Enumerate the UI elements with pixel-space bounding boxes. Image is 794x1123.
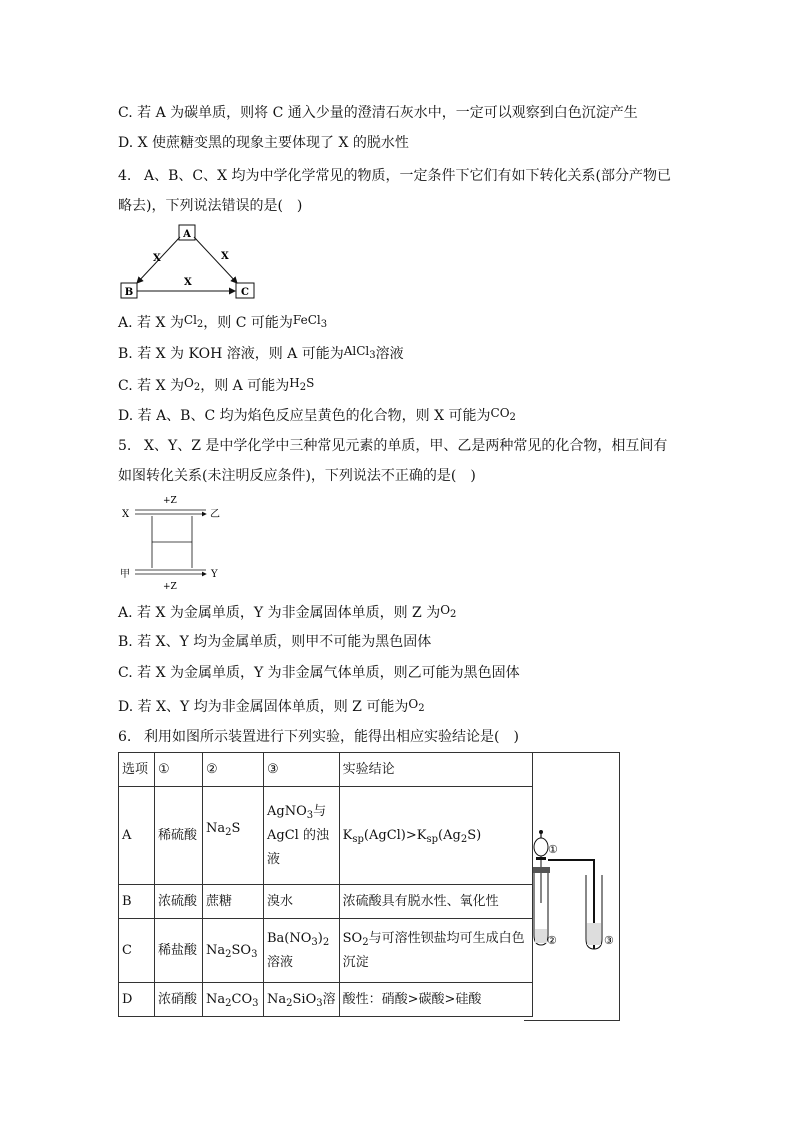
row-d-reagent-1: 浓硝酸 bbox=[155, 983, 203, 1017]
q4-stem-text1: A、B、C、X 均为中学化学常见的物质，一定条件下它们有如下转化关系(部分产物已 bbox=[144, 168, 671, 184]
q5d-chem1 bbox=[408, 697, 425, 714]
header-reagent-3: ③ bbox=[264, 753, 340, 787]
row-d-r3-base: Na bbox=[267, 991, 287, 1007]
q4a-chem2 bbox=[292, 313, 328, 330]
q4c-text1: C. 若 X 为 bbox=[118, 378, 184, 394]
q5-node-yi: 乙 bbox=[210, 509, 220, 520]
q4a-text2: ，则 C 可能为 bbox=[203, 315, 293, 331]
row-d-conclusion: 酸性：硝酸>碳酸>硅酸 bbox=[339, 983, 532, 1017]
q5-option-a bbox=[118, 600, 456, 623]
q4-label-ac: X bbox=[221, 251, 229, 262]
q4b-text2: 溶液 bbox=[375, 346, 404, 362]
q6-experiment-table bbox=[118, 752, 533, 1017]
q4a-chem2-base: FeCl bbox=[292, 313, 321, 327]
q4-stem-line2: 略去)，下列说法错误的是( ) bbox=[118, 198, 303, 214]
q4-option-a bbox=[118, 310, 327, 333]
row-d-reagent-2 bbox=[203, 983, 264, 1017]
row-a-option: A bbox=[119, 787, 155, 885]
q4d-text1: D. 若 A、B、C 均为焰色反应呈黄色的化合物，则 X 可能为 bbox=[118, 408, 491, 424]
table-row bbox=[119, 983, 533, 1017]
row-c-r3-paren: ) bbox=[317, 930, 323, 946]
q4-stem-line1 bbox=[118, 166, 671, 186]
q4d-chem1 bbox=[490, 406, 516, 423]
q5-transformation-diagram bbox=[118, 492, 228, 592]
stopcock bbox=[536, 857, 546, 860]
q4c-chem1 bbox=[183, 376, 201, 393]
row-c-concl-text: 与可溶性钡盐均可生成白色 bbox=[368, 930, 525, 946]
label-3: ③ bbox=[604, 934, 614, 947]
q5-stem-line2: 如图转化关系(未注明反应条件)，下列说法不正确的是( ) bbox=[118, 468, 476, 484]
row-c-r2-sub2: 3 bbox=[251, 948, 258, 960]
q4c-chem1-sub: 2 bbox=[193, 382, 201, 393]
row-d-r3-sub: 2 bbox=[286, 997, 293, 1009]
q5-option-b: B. 若 X、Y 均为金属单质，则甲不可能为黑色固体 bbox=[118, 634, 432, 650]
row-a-r2-tail: S bbox=[231, 821, 241, 836]
row-a-reagent-3 bbox=[264, 787, 340, 885]
q6-apparatus-panel bbox=[524, 752, 620, 1021]
q4b-chem1-base: AlCl bbox=[343, 344, 370, 358]
row-d-r3-tail: 溶 bbox=[322, 991, 336, 1007]
row-a-r2-sub: 2 bbox=[225, 827, 232, 838]
row-c-r2-base: Na bbox=[206, 942, 226, 958]
q5-node-y: Y bbox=[211, 569, 218, 580]
q5a-chem1-base: O bbox=[440, 603, 451, 617]
q5d-chem1-sub: 2 bbox=[418, 703, 425, 714]
q4a-chem1 bbox=[183, 313, 204, 330]
q5a-chem1 bbox=[440, 603, 457, 620]
q4a-chem2-sub: 3 bbox=[320, 319, 328, 330]
row-c-r3-line1 bbox=[267, 927, 336, 951]
table-row bbox=[119, 885, 533, 919]
q4-transformation-diagram bbox=[118, 222, 268, 304]
q4c-chem1-base: O bbox=[183, 376, 194, 390]
row-b-reagent-3: 溴水 bbox=[264, 885, 340, 919]
row-a-r3-line2: AgCl 的浊 bbox=[267, 827, 329, 843]
row-c-reagent-3 bbox=[264, 919, 340, 983]
row-a-r3-line1 bbox=[267, 800, 336, 824]
row-c-concl-line1 bbox=[343, 927, 529, 951]
row-c-option: C bbox=[119, 919, 155, 983]
label-1: ① bbox=[548, 843, 558, 856]
left-tube-contents bbox=[535, 929, 547, 943]
q4b-text1: B. 若 X 为 KOH 溶液，则 A 可能为 bbox=[118, 346, 344, 362]
row-a-r3-base: AgNO bbox=[267, 803, 307, 819]
row-b-reagent-1: 浓硫酸 bbox=[155, 885, 203, 919]
header-reagent-1: ① bbox=[155, 753, 203, 787]
table-row bbox=[119, 787, 533, 885]
q5-node-x: X bbox=[122, 509, 130, 520]
q4d-chem1-base: CO bbox=[490, 406, 510, 420]
row-d-r3-sub2: 3 bbox=[316, 997, 323, 1009]
label-2: ② bbox=[547, 934, 557, 947]
row-c-reagent-1: 稀盐酸 bbox=[155, 919, 203, 983]
row-b-conclusion: 浓硫酸具有脱水性、氧化性 bbox=[339, 885, 532, 919]
q5-number: 5. bbox=[118, 438, 132, 454]
q6-stem-text: 利用如图所示装置进行下列实验，能得出相应实验结论是( ) bbox=[144, 729, 519, 745]
q4-node-c: C bbox=[241, 287, 249, 298]
q5-stem-text1: X、Y、Z 是中学化学中三种常见元素的单质，甲、乙是两种常见的化合物，相互间有 bbox=[144, 438, 668, 454]
row-c-conclusion bbox=[339, 919, 532, 983]
row-d-option: D bbox=[119, 983, 155, 1017]
row-d-r3-mid: SiO bbox=[292, 991, 317, 1007]
row-a-r3-sub: 3 bbox=[306, 809, 314, 821]
row-a-reagent-2 bbox=[203, 787, 264, 885]
q4a-text1: A. 若 X 为 bbox=[118, 315, 184, 331]
row-c-reagent-2 bbox=[203, 919, 264, 983]
left-stopper bbox=[533, 867, 550, 873]
q4d-chem1-sub: 2 bbox=[509, 412, 516, 423]
q5a-text1: A. 若 X 为金属单质，Y 为非金属固体单质，则 Z 为 bbox=[118, 605, 441, 621]
row-a-conclusion: $K_{sp}(AgCl)>K_{sp}(Ag_2S)$ bbox=[339, 787, 532, 885]
q4-node-b: B bbox=[124, 287, 134, 298]
table-row bbox=[119, 919, 533, 983]
q4b-chem1 bbox=[343, 344, 376, 361]
funnel-bulb bbox=[534, 838, 548, 856]
row-d-r2-tail: CO bbox=[231, 991, 253, 1007]
q4-option-c bbox=[118, 373, 314, 396]
header-option: 选项 bbox=[119, 753, 155, 787]
q4c-chem2 bbox=[289, 376, 315, 393]
row-c-concl-sub: 2 bbox=[362, 936, 369, 948]
apparatus-drawing bbox=[524, 753, 619, 1020]
q5-option-d bbox=[118, 694, 425, 717]
q4a-chem1-base: Cl bbox=[183, 313, 197, 327]
row-c-concl-chem: SO bbox=[342, 930, 363, 946]
row-c-concl-line2: 沉淀 bbox=[342, 954, 369, 970]
row-c-r3-sub: 3 bbox=[311, 936, 318, 948]
row-a-r3-line3: 液 bbox=[267, 851, 281, 867]
q4-option-d bbox=[118, 403, 516, 426]
q6-number: 6. bbox=[118, 729, 132, 745]
row-c-r2-sub: 2 bbox=[225, 948, 232, 960]
row-d-r2-sub: 2 bbox=[225, 997, 232, 1009]
row-a-reagent-1: 稀硫酸 bbox=[155, 787, 203, 885]
q5-label-top: +Z bbox=[163, 496, 177, 506]
row-b-reagent-2: 蔗糖 bbox=[203, 885, 264, 919]
q4a-chem1-sub: 2 bbox=[196, 319, 204, 330]
q4-option-b bbox=[118, 341, 404, 364]
q5a-chem1-sub: 2 bbox=[450, 609, 457, 620]
q4-number: 4. bbox=[118, 168, 132, 184]
q5d-chem1-base: O bbox=[408, 697, 419, 711]
funnel-knob bbox=[539, 830, 543, 834]
q4b-chem1-sub: 3 bbox=[369, 350, 376, 361]
q3-option-c: C. 若 A 为碳单质，则将 C 通入少量的澄清石灰水中，一定可以观察到白色沉淀产生 bbox=[118, 105, 638, 121]
q4c-chem2-sub: 2 bbox=[299, 382, 307, 393]
table-header-row bbox=[119, 753, 533, 787]
row-a-r3-tail: 与 bbox=[313, 803, 327, 819]
row-d-r2-base: Na bbox=[206, 991, 226, 1007]
q3-option-d: D. X 使蔗糖变黑的现象主要体现了 X 的脱水性 bbox=[118, 135, 409, 151]
right-tube-contents bbox=[587, 923, 601, 945]
q5-label-bottom: +Z bbox=[163, 582, 177, 592]
q5-node-jia: 甲 bbox=[120, 569, 130, 580]
header-conclusion: 实验结论 bbox=[339, 753, 532, 787]
row-c-r3-base: Ba(NO bbox=[267, 930, 312, 946]
q5-option-c: C. 若 X 为金属单质，Y 为非金属气体单质，则乙可能为黑色固体 bbox=[118, 665, 520, 681]
row-c-r3-line2: 溶液 bbox=[267, 954, 294, 970]
header-reagent-2: ② bbox=[203, 753, 264, 787]
q4-label-ab: X bbox=[153, 253, 161, 264]
q6-stem bbox=[118, 727, 519, 747]
row-a-r2-base: Na bbox=[206, 821, 226, 836]
q4-node-a: A bbox=[183, 229, 191, 240]
q5d-text1: D. 若 X、Y 均为非金属固体单质，则 Z 可能为 bbox=[118, 699, 409, 715]
q4c-chem2-tail: S bbox=[306, 376, 315, 390]
row-c-r3-sub2: 2 bbox=[322, 936, 330, 948]
q4c-chem2-base: H bbox=[289, 376, 300, 390]
q4c-text2: ，则 A 可能为 bbox=[200, 378, 290, 394]
row-d-r2-sub2: 3 bbox=[252, 997, 259, 1009]
q4-label-bc: X bbox=[184, 277, 192, 288]
row-c-r2-tail: SO bbox=[231, 942, 252, 958]
q4-arrow-a-to-c bbox=[194, 237, 237, 283]
row-b-option: B bbox=[119, 885, 155, 919]
q5-stem-line1 bbox=[118, 436, 667, 456]
row-d-reagent-3 bbox=[264, 983, 340, 1017]
